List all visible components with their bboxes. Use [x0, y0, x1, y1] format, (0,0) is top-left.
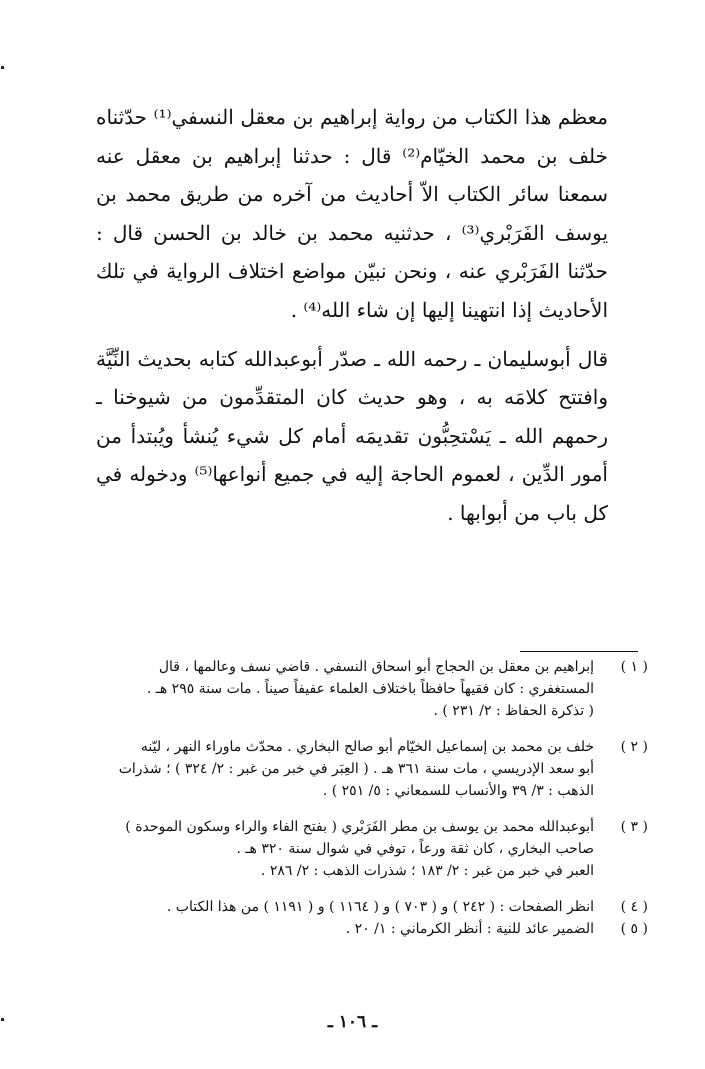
footnote-text [42, 896, 594, 918]
main-text [96, 98, 608, 533]
footnote-separator [520, 651, 638, 652]
text-line: خلف بن محمد الخيّام⁽²⁾ قال : حدثنا إبراهيم بن معقل عنه سمعنا [96, 143, 609, 207]
scan-speck [1, 66, 4, 69]
text-line: معظم هذا الكتاب من رواية إبراهيم بن معقل النسفي⁽¹⁾ حدّثناه [96, 105, 608, 129]
text-line: سائر الكتاب الاّ أحاديث من آخره من طريق محمد بن يوسف [96, 182, 609, 245]
footnote-number: ( ٥ ) [620, 921, 648, 937]
text-line: الأحاديث إذا انتهينا إليها إن شاء الله⁽⁴⁾ . [290, 297, 608, 322]
text-line: وافتتح كلامَه به ، وهو حديث كان المتقدِّمون من شيوخنا ـ رحمهم [96, 385, 608, 448]
text-line: قال أبوسليمان ـ رحمه الله ـ صدّر أبوعبدالله كتابه بحديث النِّيَّة [96, 346, 609, 371]
footnote-line: صاحب البخاري ، كان ثقة ورعاً ، توفي في شوال سنة ٣٢٠ هـ . [236, 841, 594, 857]
footnote-line: العبر في خبر من غبر : ٢/ ١٨٣ ؛ شذرات الذهب : ٢/ ٢٨٦ . [260, 863, 594, 879]
footnote-line: المستغفري : كان فقيهاً حافظاً باختلاف العلماء عفيفاً صيناً . مات سنة ٢٩٥ هـ . [146, 681, 594, 697]
paragraph-1 [96, 98, 608, 330]
footnote-number: ( ٤ ) [620, 899, 648, 915]
text-line: الفَرَبْري⁽³⁾ ، حدثنيه محمد بن خالد بن الحسن قال : حدّثنا [96, 220, 608, 284]
footnote-number: ( ٢ ) [620, 739, 648, 755]
footnote-line: إبراهيم بن معقل بن الحجاج أبو اسحاق النسفي . قاضي نسف وعالمها ، قال [158, 659, 594, 675]
footnote-line: ( تذكرة الحفاظ : ٢/ ٢٣١ ) . [433, 703, 594, 719]
footnote-text [42, 656, 594, 722]
text-line: الفَرَبْري عنه ، ونحن نبيّن مواضع اختلاف الرواية في تلك [96, 259, 560, 284]
footnote-text [42, 918, 594, 940]
footnote-line: الذهب : ٣/ ٣٩ والأنساب للسمعاني : ٥/ ٢٥١ ) . [322, 783, 594, 799]
footnote-number: ( ٣ ) [620, 819, 648, 835]
footnote-line: خلف بن محمد بن إسماعيل الخيّام أبو صالح البخاري . محدّث ماوراء النهر ، ليّنه [140, 739, 594, 755]
footnote [42, 896, 648, 918]
text-line: الله ـ يَسْتحِبُّون تقديمَه أمام كل شيء يُنشأ ويُبتدأ من أمور الدِّين ، [96, 423, 608, 487]
footnote-line: الضمير عائد للنية : أنظر الكرماني : ١/ ٢٠ . [345, 921, 594, 937]
footnote-text [42, 736, 594, 802]
footnote-text [42, 816, 594, 882]
paragraph-2 [96, 340, 608, 533]
footnote-line: أبوعبدالله محمد بن يوسف بن مطر الفَرَبْري ( بفتح الفاء والراء وسكون الموحدة ) [125, 819, 594, 835]
footnote [42, 816, 648, 882]
page-number: ـ ١٠٦ ـ [327, 1012, 378, 1032]
footnotes [42, 656, 648, 940]
footnote [42, 656, 648, 722]
footnote-line: أبو سعد الإدريسي ، مات سنة ٣٦١ هـ . ( العِبَر في خبر من غبر : ٢/ ٣٢٤ ) ؛ شذرات [118, 761, 594, 777]
footnote-number: ( ١ ) [620, 659, 648, 675]
text-line: لعموم الحاجة إليه في جميع أنواعها⁽⁵⁾ ودخوله في كل باب من [96, 462, 608, 525]
footnote-line: انظر الصفحات : ( ٢٤٢ ) و ( ٧٠٣ ) و ( ١١٦٤ ) و ( ١١٩١ ) من هذا الكتاب . [166, 899, 594, 915]
text-line: أبوابها . [447, 500, 508, 525]
footnote [42, 918, 648, 940]
footnote [42, 736, 648, 802]
